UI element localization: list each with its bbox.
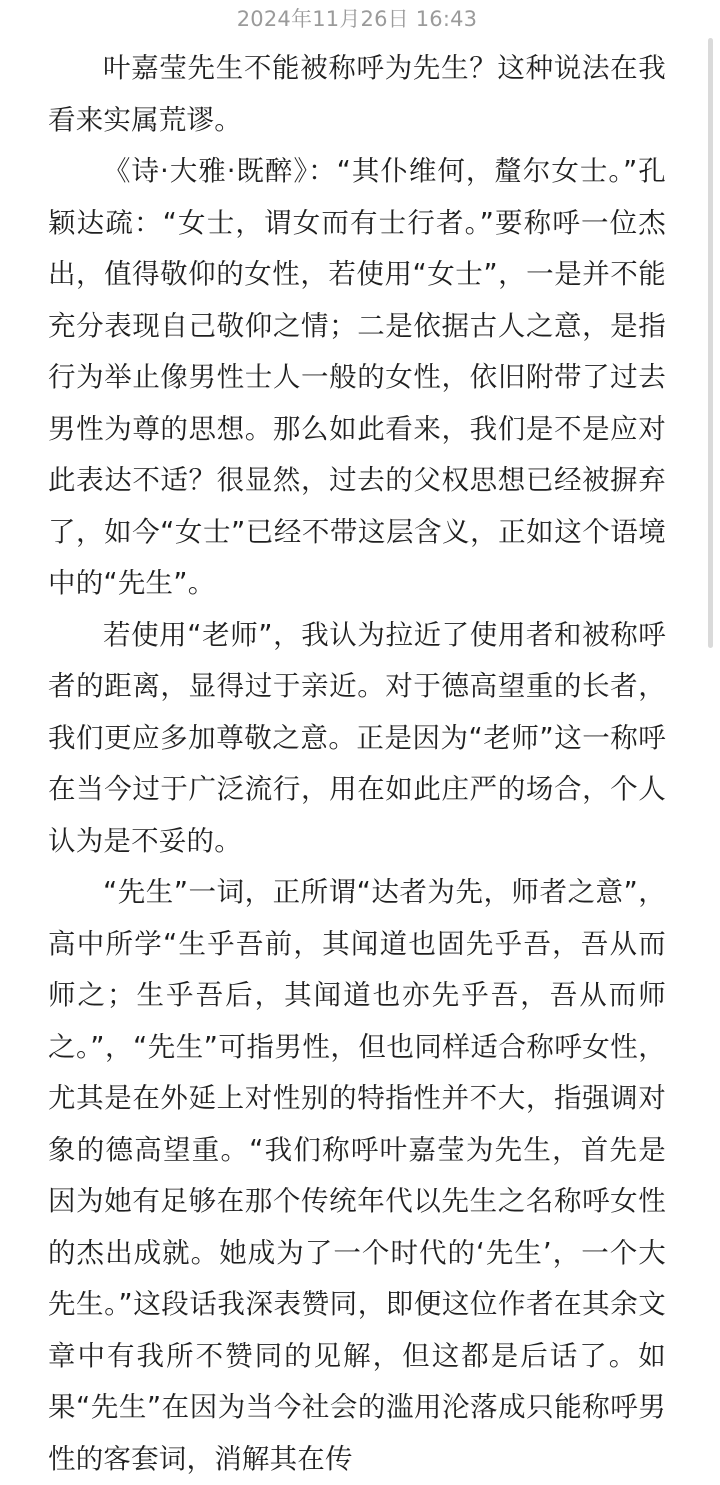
timestamp: 2024年11月26日 16:43 <box>236 7 478 31</box>
paragraph: 《诗·大雅·既醉》：“其仆维何，釐尔女士。”孔颖达疏：“女士，谓女而有士行者。”要称呼一位杰出，值得敬仰的女性，若使用“女士”，一是并不能充分表现自己敬仰之情；二是依据古人之意，是指行为举止像男性士人一般的女性，依旧附带了过去男性为尊的思想。那么如此看来，我们是不是应对此表达不适？很显然，过去的父权思想已经被摒弃了，如今“女士”已经不带这层含义，正如这个语境中的“先生”。 <box>48 155 666 599</box>
paragraph: “先生”一词，正所谓“达者为先，师者之意”，高中所学“生乎吾前，其闻道也固先乎吾，吾从而师之；生乎吾后，其闻道也亦先乎吾，吾从而师之。”，“先生”可指男性，但也同样适合称呼女性，尤其是在外延上对性别的特指性并不大，指强调对象的德高望重。“我们称呼叶嘉莹为先生，首先是因为她有足够在那个传统年代以先生之名称呼女性的杰出成就。她成为了一个时代的‘先生’，一个大先生。”这段话我深表赞同，即便这位作者在其余文章中有我所不赞同的见解，但这都是后话了。如果“先生”在因为当今社会的滥用沦落成只能称呼男性的客套词，消解其在传 <box>48 876 666 1475</box>
paragraph: 若使用“老师”，我认为拉近了使用者和被称呼者的距离，显得过于亲近。对于德高望重的长者，我们更应多加尊敬之意。正是因为“老师”这一称呼在当今过于广泛流行，用在如此庄严的场合，个人认为是不妥的。 <box>48 618 666 857</box>
article-body <box>48 43 666 1485</box>
scrollbar-thumb[interactable] <box>708 38 713 648</box>
paragraph: 叶嘉莹先生不能被称呼为先生？这种说法在我看来实属荒谬。 <box>48 52 666 136</box>
